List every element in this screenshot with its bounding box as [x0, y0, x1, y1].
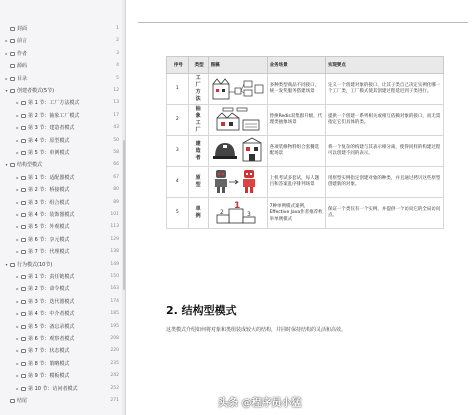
- toc-item-page: 185: [110, 311, 119, 317]
- bookmark-icon: [21, 114, 26, 118]
- bookmark-icon: [21, 300, 26, 304]
- expand-icon[interactable]: ▸: [16, 348, 19, 354]
- watermark-text: 头条 @程序员小猛: [218, 398, 302, 409]
- header-type: 类型: [188, 57, 208, 74]
- row-number: 3: [167, 136, 189, 167]
- toc-item[interactable]: [0, 185, 124, 195]
- header-picture: 图稿: [208, 57, 267, 74]
- row-scene: 替换Redis双集群升级，代理类抽象场景: [267, 105, 325, 136]
- collapse-icon[interactable]: ▾: [5, 162, 8, 168]
- toc-item-label: 第 2 节：命令模式: [28, 286, 70, 293]
- toc-item-page: 5: [116, 75, 119, 81]
- row-type-label: 建造者: [195, 140, 201, 161]
- illustration-image: [211, 199, 265, 227]
- row-scene: 上机考试多套试，每人题目和答案乱序排列场景: [267, 167, 325, 198]
- toc-item-label: 第 9 节：模板模式: [28, 373, 70, 380]
- toc-item[interactable]: [0, 123, 124, 133]
- toc-item-label: 第 3 节：建造者模式: [28, 125, 75, 132]
- toc-item-page: 235: [110, 360, 119, 366]
- expand-icon[interactable]: ▸: [5, 38, 8, 44]
- illustration-image: [211, 106, 265, 134]
- toc-item-label: 第 5 节：单例模式: [28, 150, 70, 156]
- expand-icon[interactable]: ▸: [16, 311, 19, 317]
- bookmark-icon: [21, 387, 26, 391]
- bookmark-icon: [21, 213, 26, 217]
- expand-icon[interactable]: ▸: [16, 137, 19, 143]
- toc-item[interactable]: [0, 272, 124, 282]
- toc-item[interactable]: [0, 384, 124, 394]
- toc-item-page: 101: [110, 212, 119, 217]
- toc-item-label: 第 5 节：外观模式: [28, 224, 70, 231]
- toc-item-label: 第 4 节：装饰器模式: [28, 212, 75, 218]
- toc-item[interactable]: [0, 148, 124, 158]
- toc-item-label: 第 3 节：组合模式: [28, 199, 70, 206]
- page-divider: [138, 22, 468, 23]
- row-type: [188, 167, 208, 198]
- toc-item-page: 43: [113, 125, 119, 131]
- illustration-image: [211, 75, 265, 103]
- collapse-icon[interactable]: ▾: [5, 88, 8, 93]
- row-illustration: [208, 105, 267, 136]
- toc-item-page: 220: [110, 348, 119, 354]
- section-heading: 2. 结构型模式: [166, 304, 237, 317]
- pattern-table: [166, 56, 444, 229]
- toc-item-page: 208: [110, 336, 119, 341]
- row-number: 1: [167, 74, 189, 105]
- row-key-points: 将一个复杂的构建与其表示相分离，使得同样的构建过程可以创建不同的表示。: [325, 136, 443, 167]
- toc-item-label: 封面: [17, 26, 28, 32]
- expand-icon[interactable]: ▸: [16, 385, 19, 391]
- toc-item[interactable]: [0, 334, 124, 344]
- toc-item-label: 结构型模式: [17, 162, 43, 169]
- illustration-image: [211, 168, 265, 196]
- expand-icon: [4, 61, 9, 71]
- toc-item-page: 195: [110, 323, 119, 329]
- toc-item-label: 第 5 节：备忘录模式: [28, 323, 75, 330]
- toc-item-label: 第 7 节：状态模式: [28, 348, 70, 355]
- section-paragraph: 这类模式介绍如何将对象和类组装成较大的结构，并同时保持结构的灵活和高效。: [166, 327, 347, 333]
- toc-item[interactable]: [0, 36, 124, 46]
- bookmark-icon: [21, 325, 26, 329]
- toc-item-page: 2: [116, 38, 119, 44]
- table-row: [167, 74, 444, 105]
- row-type-label: 抽象工厂: [195, 106, 201, 134]
- toc-item[interactable]: [0, 49, 124, 59]
- toc-item-page: 163: [110, 286, 119, 292]
- toc-item[interactable]: [0, 322, 124, 332]
- expand-icon[interactable]: ▸: [16, 112, 19, 118]
- row-type: [188, 198, 208, 229]
- toc-item-label: 第 4 节：中介者模式: [28, 311, 75, 318]
- bookmark-icon: [10, 52, 15, 56]
- toc-item-label: 创建者模式(5节): [17, 88, 55, 94]
- bookmark-icon: [10, 163, 15, 167]
- toc-item-page: 129: [110, 236, 119, 242]
- toc-sidebar: [0, 0, 126, 415]
- toc-item-page: 13: [113, 100, 119, 106]
- toc-item-page: 50: [113, 137, 119, 143]
- bookmark-icon: [10, 399, 15, 403]
- expand-icon[interactable]: ▸: [16, 286, 19, 292]
- toc-item[interactable]: [0, 297, 124, 307]
- row-number: 2: [167, 105, 189, 136]
- toc-item-label: 第 8 节：策略模式: [28, 360, 70, 367]
- row-scene: 各项装修物料组合套餐选配场景: [267, 136, 325, 167]
- toc-item-page: 252: [110, 385, 119, 391]
- toc-item-page: 150: [110, 274, 119, 279]
- expand-icon[interactable]: ▸: [5, 50, 8, 56]
- expand-icon[interactable]: ▸: [16, 174, 19, 180]
- expand-icon[interactable]: ▸: [16, 236, 19, 242]
- toc-item-page: 113: [110, 224, 119, 230]
- row-type: [188, 105, 208, 136]
- expand-icon[interactable]: ▸: [16, 323, 19, 329]
- row-type: [188, 74, 208, 105]
- toc-item[interactable]: [0, 98, 124, 108]
- toc-item-page: 149: [110, 261, 119, 267]
- toc-item-label: 源码: [17, 63, 28, 70]
- bookmark-icon: [21, 362, 26, 366]
- row-illustration: [208, 198, 267, 229]
- toc-item-page: 3: [116, 50, 119, 56]
- toc-item-label: 第 3 节：迭代器模式: [28, 298, 75, 305]
- expand-icon[interactable]: ▸: [16, 150, 19, 155]
- toc-item-label: 目录: [17, 75, 28, 82]
- toc-item-label: 第 7 节：代理模式: [28, 249, 70, 256]
- collapse-icon[interactable]: ▾: [5, 261, 8, 267]
- toc-item-label: 行为模式(10节): [17, 261, 53, 268]
- expand-icon[interactable]: ▸: [5, 75, 8, 81]
- toc-item[interactable]: [0, 260, 124, 270]
- toc-item-label: 第 2 节：抽象工厂模式: [28, 112, 80, 119]
- toc-item[interactable]: [0, 359, 124, 369]
- toc-item-page: 271: [110, 398, 119, 403]
- row-key-points: 用原型实例指定创建对象的种类，并且通过拷贝这些原型创建新的对象。: [325, 167, 443, 198]
- toc-item[interactable]: [0, 136, 124, 146]
- bookmark-icon: [21, 225, 26, 229]
- row-number: 4: [167, 167, 189, 198]
- toc-item-page: 242: [110, 373, 119, 379]
- toc-item-page: 66: [113, 162, 119, 168]
- toc-item-label: 结尾: [17, 398, 28, 404]
- expand-icon[interactable]: ▸: [16, 373, 19, 379]
- bookmark-icon: [21, 312, 26, 316]
- bookmark-icon: [10, 64, 15, 68]
- svg-text:2: 2: [219, 209, 224, 217]
- toc-item-page: 17: [113, 112, 119, 118]
- toc-item[interactable]: [0, 396, 124, 406]
- expand-icon[interactable]: ▸: [16, 212, 19, 217]
- bookmark-icon: [21, 238, 26, 242]
- toc-item-page: 80: [113, 187, 119, 193]
- toc-item[interactable]: [0, 86, 124, 96]
- bookmark-icon: [21, 139, 26, 143]
- row-illustration: [208, 136, 267, 167]
- toc-item-page: 67: [113, 174, 119, 180]
- bookmark-icon: [21, 287, 26, 291]
- row-key-points: 保证一个类仅有一个实例，并提供一个访问它的全局访问点。: [325, 198, 443, 229]
- bookmark-icon: [10, 27, 15, 31]
- table-row: [167, 105, 444, 136]
- bookmark-icon: [10, 39, 15, 43]
- expand-icon[interactable]: ▸: [16, 360, 19, 366]
- row-type: [188, 136, 208, 167]
- toc-item[interactable]: [0, 74, 124, 84]
- expand-icon[interactable]: ▸: [16, 249, 19, 255]
- table-header-row: [167, 57, 444, 74]
- svg-text:3: 3: [246, 211, 251, 219]
- toc-item-label: 第 2 节：桥接模式: [28, 187, 70, 194]
- toc-item-label: 前言: [17, 38, 28, 45]
- expand-icon[interactable]: ▸: [16, 336, 19, 341]
- expand-icon[interactable]: ▸: [16, 274, 19, 279]
- toc-item[interactable]: [0, 210, 124, 220]
- toc-item[interactable]: [0, 111, 124, 121]
- toc-item[interactable]: [0, 61, 124, 71]
- row-key-points: 定义一个创建对象的接口，让其子类自己决定实例化哪一个工厂类，工厂模式使其创建过程延迟到子类进行。: [325, 74, 443, 105]
- table-row: [167, 167, 444, 198]
- bookmark-icon: [21, 101, 26, 105]
- header-key-points: 实现要点: [325, 57, 443, 74]
- document-page: [126, 0, 474, 415]
- header-no: 序号: [167, 57, 189, 74]
- bookmark-icon: [21, 151, 26, 155]
- toc-item[interactable]: [0, 371, 124, 381]
- row-type-label: 单例: [195, 206, 201, 220]
- expand-icon[interactable]: ▸: [16, 125, 19, 131]
- row-scene: 多种类型商品不同接口，统一发奖服务搭建场景: [267, 74, 325, 105]
- toc-item[interactable]: [0, 309, 124, 319]
- header-scene: 业务场景: [267, 57, 325, 74]
- row-number: 5: [167, 198, 189, 229]
- toc-item-label: 第 1 节：工厂方法模式: [28, 100, 80, 107]
- toc-item-label: 第 1 节：责任链模式: [28, 274, 75, 280]
- toc-item[interactable]: [0, 235, 124, 245]
- bookmark-icon: [21, 126, 26, 130]
- bookmark-icon: [10, 77, 15, 81]
- bookmark-icon: [21, 250, 26, 254]
- sidebar-scroll-thumb[interactable]: [123, 140, 125, 290]
- toc-item-page: 58: [113, 150, 119, 155]
- toc-item-label: 第 4 节：原型模式: [28, 137, 70, 144]
- toc-item[interactable]: [0, 284, 124, 294]
- toc-item[interactable]: [0, 346, 124, 356]
- toc-item[interactable]: [0, 198, 124, 208]
- toc-item[interactable]: [0, 222, 124, 232]
- expand-icon[interactable]: ▸: [16, 100, 19, 106]
- toc-item-label: 第 6 节：享元模式: [28, 236, 70, 243]
- toc-item[interactable]: [0, 24, 124, 34]
- bookmark-icon: [21, 374, 26, 378]
- toc-item[interactable]: [0, 247, 124, 257]
- expand-icon: [4, 24, 9, 34]
- expand-icon[interactable]: ▸: [16, 187, 19, 193]
- toc-item[interactable]: [0, 160, 124, 170]
- toc-item-page: 4: [116, 63, 119, 69]
- expand-icon: [4, 396, 9, 406]
- toc-item-page: 12: [113, 88, 119, 93]
- bookmark-icon: [21, 349, 26, 353]
- bookmark-icon: [21, 337, 26, 341]
- expand-icon[interactable]: ▸: [16, 298, 19, 304]
- table-row: [167, 136, 444, 167]
- expand-icon[interactable]: ▸: [16, 199, 19, 205]
- toc-item-label: 作者: [17, 50, 28, 57]
- toc-item[interactable]: [0, 173, 124, 183]
- bookmark-icon: [21, 188, 26, 192]
- bookmark-icon: [21, 275, 26, 279]
- svg-text:1: 1: [233, 201, 240, 212]
- toc-item-page: 1: [116, 26, 119, 31]
- bookmark-icon: [10, 263, 15, 267]
- expand-icon[interactable]: ▸: [16, 224, 19, 230]
- bookmark-icon: [21, 201, 26, 205]
- toc-item-page: 138: [110, 249, 119, 255]
- toc-item-label: 第 1 节：适配器模式: [28, 174, 75, 181]
- row-key-points: 提供一个创建一系列相关或相互依赖对象的接口，而无需指定它们具体的类。: [325, 105, 443, 136]
- row-illustration: [208, 167, 267, 198]
- toc-item-label: 第 6 节：观察者模式: [28, 336, 75, 342]
- bookmark-icon: [21, 176, 26, 180]
- bookmark-icon: [10, 89, 15, 93]
- toc-item-page: 174: [110, 298, 119, 304]
- row-illustration: [208, 74, 267, 105]
- row-type-label: 工厂方法: [195, 75, 201, 102]
- row-type-label: 原型: [195, 175, 201, 189]
- toc-item-label: 第 10 节：访问者模式: [28, 385, 78, 392]
- toc-item-page: 89: [113, 199, 119, 205]
- table-row: [167, 198, 444, 229]
- illustration-image: [211, 137, 265, 165]
- row-scene: 7种单例模式案例，Effective Java作者推荐枚举单例模式: [267, 198, 325, 229]
